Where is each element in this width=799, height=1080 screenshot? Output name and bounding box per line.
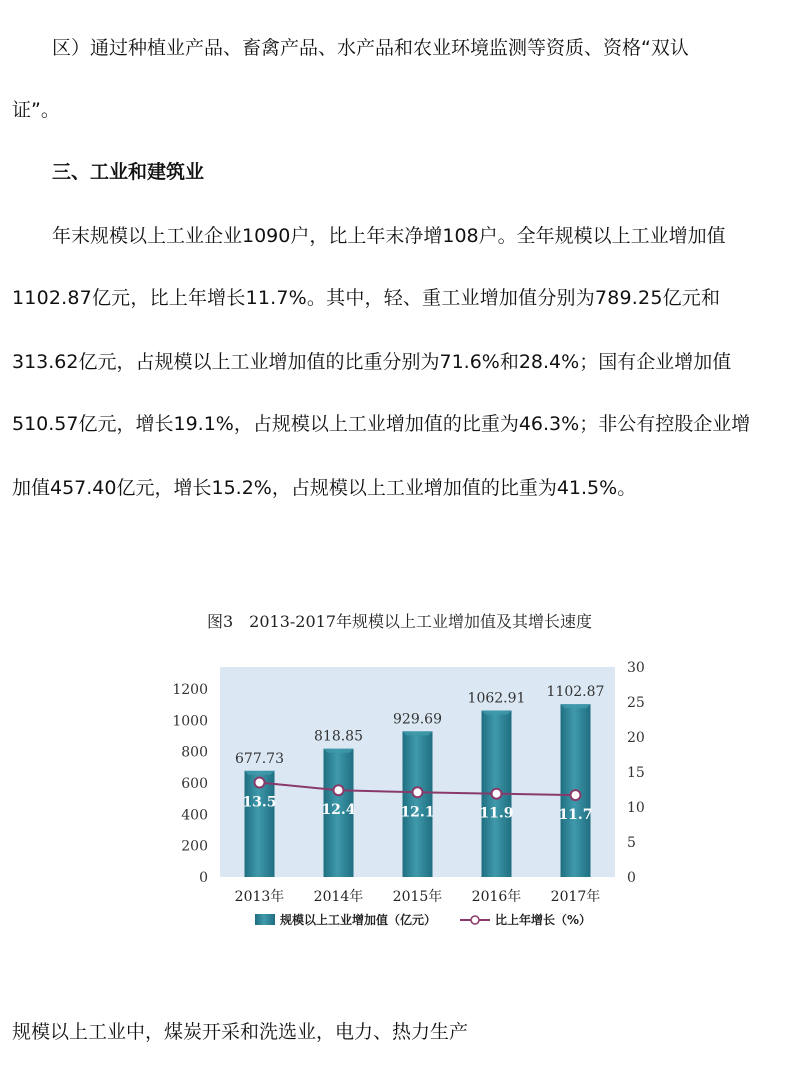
x-tick-label: 2017年 (550, 889, 601, 905)
bar-value-label: 677.73 (235, 750, 284, 767)
paragraph-line: 510.57亿元，增长19.1%，占规模以上工业增加值的比重为46.3%；非公有控股企业增 (12, 413, 751, 435)
x-tick-label: 2015年 (392, 889, 443, 905)
bar-top (482, 710, 512, 714)
bar-top (324, 749, 354, 753)
right-axis-tick-label: 0 (627, 870, 636, 886)
left-axis-tick-label: 200 (181, 838, 208, 855)
growth-point (571, 790, 581, 800)
growth-value-label: 13.5 (242, 794, 277, 811)
paragraph-line: 证”。 (12, 99, 60, 121)
legend-bar-label: 规模以上工业增加值（亿元） (280, 913, 437, 927)
left-axis-tick-label: 600 (181, 776, 208, 792)
left-axis-tick-label: 1200 (172, 682, 208, 698)
paragraph-line: 1102.87亿元，比上年增长11.7%。其中，轻、重工业增加值分别为789.25亿元和 (12, 287, 721, 309)
bar-value-label: 1062.91 (467, 690, 526, 707)
x-tick-label: 2013年 (234, 889, 285, 905)
right-axis-tick-label: 5 (627, 835, 636, 851)
bar-value-label: 1102.87 (546, 684, 605, 701)
right-axis-tick-label: 30 (627, 660, 645, 676)
paragraph-line: 加值457.40亿元，增长15.2%，占规模以上工业增加值的比重为41.5%。 (12, 477, 637, 499)
right-axis-tick-label: 10 (627, 800, 645, 816)
figure-title: 图3 2013-2017年规模以上工业增加值及其增长速度 (206, 612, 593, 631)
right-axis-tick-label: 15 (627, 765, 645, 781)
growth-point (492, 789, 502, 799)
x-tick-label: 2016年 (471, 889, 522, 905)
section-heading: 三、工业和建筑业 (52, 161, 205, 183)
left-axis-tick-label: 1000 (172, 713, 208, 730)
paragraph-line: 区）通过种植业产品、畜禽产品、水产品和农业环境监测等资质、资格“双认 (52, 37, 689, 59)
legend-bar-swatch (255, 914, 275, 925)
paragraph-line: 313.62亿元，占规模以上工业增加值的比重分别为71.6%和28.4%；国有企业增加值 (12, 351, 732, 373)
right-axis-tick-label: 25 (627, 695, 645, 711)
chart (160, 655, 645, 945)
growth-value-label: 12.4 (321, 802, 356, 819)
legend-line-marker (471, 916, 479, 924)
right-axis-tick-label: 20 (627, 730, 645, 746)
left-axis-tick-label: 400 (181, 807, 208, 824)
paragraph-line: 年末规模以上工业企业1090户，比上年末净增108户。全年规模以上工业增加值 (52, 225, 726, 247)
bar-top (403, 731, 433, 735)
x-tick-label: 2014年 (313, 889, 364, 905)
bar-top (561, 704, 591, 708)
growth-point (255, 778, 265, 788)
left-axis-tick-label: 800 (181, 744, 208, 761)
bar-value-label: 818.85 (314, 728, 363, 745)
left-axis-tick-label: 0 (199, 870, 208, 886)
growth-point (334, 785, 344, 795)
growth-value-label: 11.7 (558, 807, 593, 824)
bar-value-label: 929.69 (393, 711, 442, 728)
growth-value-label: 11.9 (479, 805, 514, 822)
bar-top (245, 771, 275, 775)
growth-point (413, 787, 423, 797)
legend-line-label: 比上年增长（%） (495, 913, 592, 927)
growth-value-label: 12.1 (400, 804, 435, 821)
paragraph-line: 规模以上工业中，煤炭开采和洗选业，电力、热力生产 (12, 1021, 469, 1043)
